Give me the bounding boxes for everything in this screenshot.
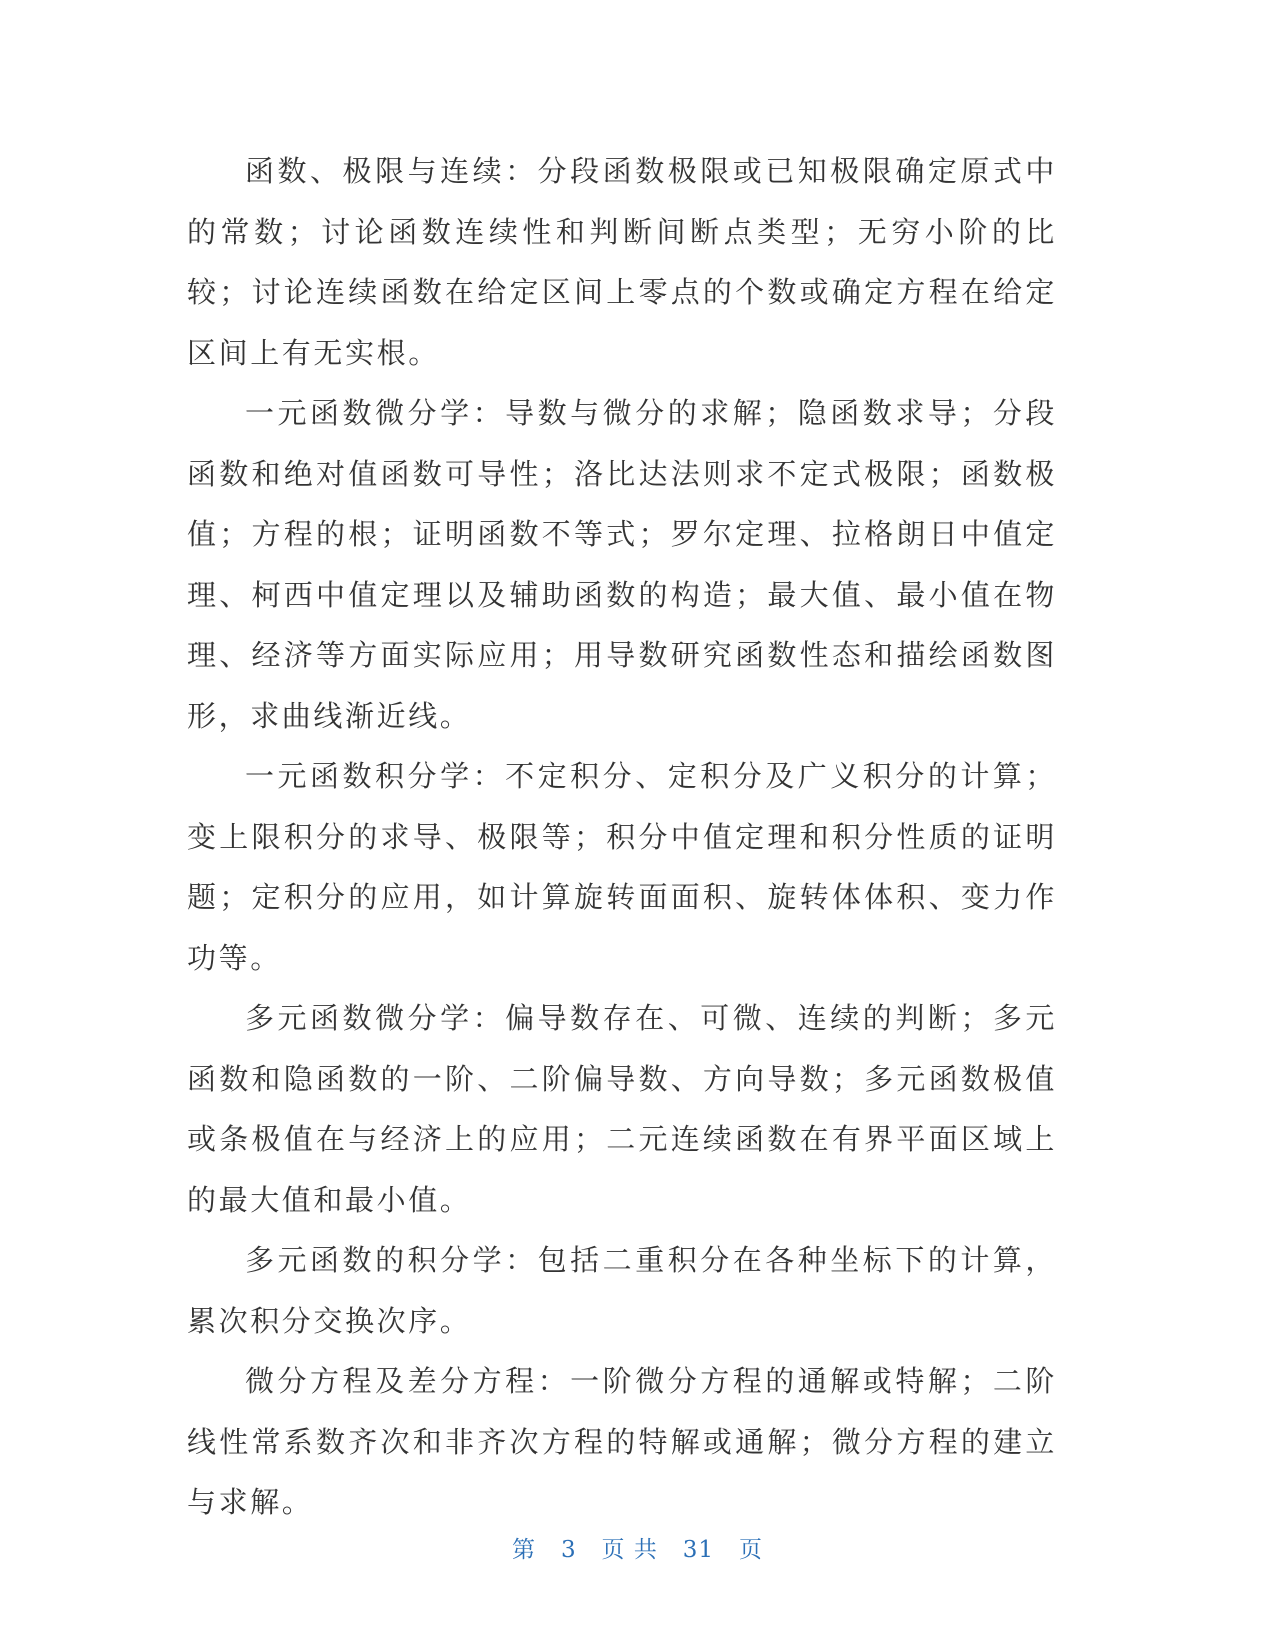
paragraph-single-var-integral: 一元函数积分学：不定积分、定积分及广义积分的计算；变上限积分的求导、极限等；积分中值定理和积分性质的证明题；定积分的应用，如计算旋转面面积、旋转体体积、变力作功等。	[187, 759, 1057, 975]
document-body	[187, 141, 1057, 1533]
footer-total-pages: 31	[682, 1537, 715, 1563]
page-footer	[0, 1531, 1275, 1564]
footer-page-number: 3	[560, 1537, 577, 1563]
footer-middle: 页 共	[601, 1537, 658, 1563]
paragraph-limits-continuity: 函数、极限与连续：分段函数极限或已知极限确定原式中的常数；讨论函数连续性和判断间断点类型；无穷小阶的比较；讨论连续函数在给定区间上零点的个数或确定方程在给定区间上有无实根。	[187, 154, 1057, 370]
footer-prefix: 第	[512, 1537, 536, 1563]
paragraph-multi-var-differential: 多元函数微分学：偏导数存在、可微、连续的判断；多元函数和隐函数的一阶、二阶偏导数、方向导数；多元函数极值或条极值在与经济上的应用；二元连续函数在有界平面区域上的最大值和最小值。	[187, 1001, 1057, 1217]
paragraph-multi-var-integral: 多元函数的积分学：包括二重积分在各种坐标下的计算，累次积分交换次序。	[187, 1243, 1057, 1338]
paragraph-differential-equations: 微分方程及差分方程：一阶微分方程的通解或特解；二阶线性常系数齐次和非齐次方程的特解或通解；微分方程的建立与求解。	[187, 1364, 1057, 1519]
footer-suffix: 页	[738, 1537, 763, 1563]
paragraph-single-var-differential: 一元函数微分学：导数与微分的求解；隐函数求导；分段函数和绝对值函数可导性；洛比达法则求不定式极限；函数极值；方程的根；证明函数不等式；罗尔定理、拉格朗日中值定理、柯西中值定理以及辅助函数的构造；最大值、最小值在物理、经济等方面实际应用；用导数研究函数性态和描绘函数图形，求曲线渐近线。	[187, 396, 1057, 733]
